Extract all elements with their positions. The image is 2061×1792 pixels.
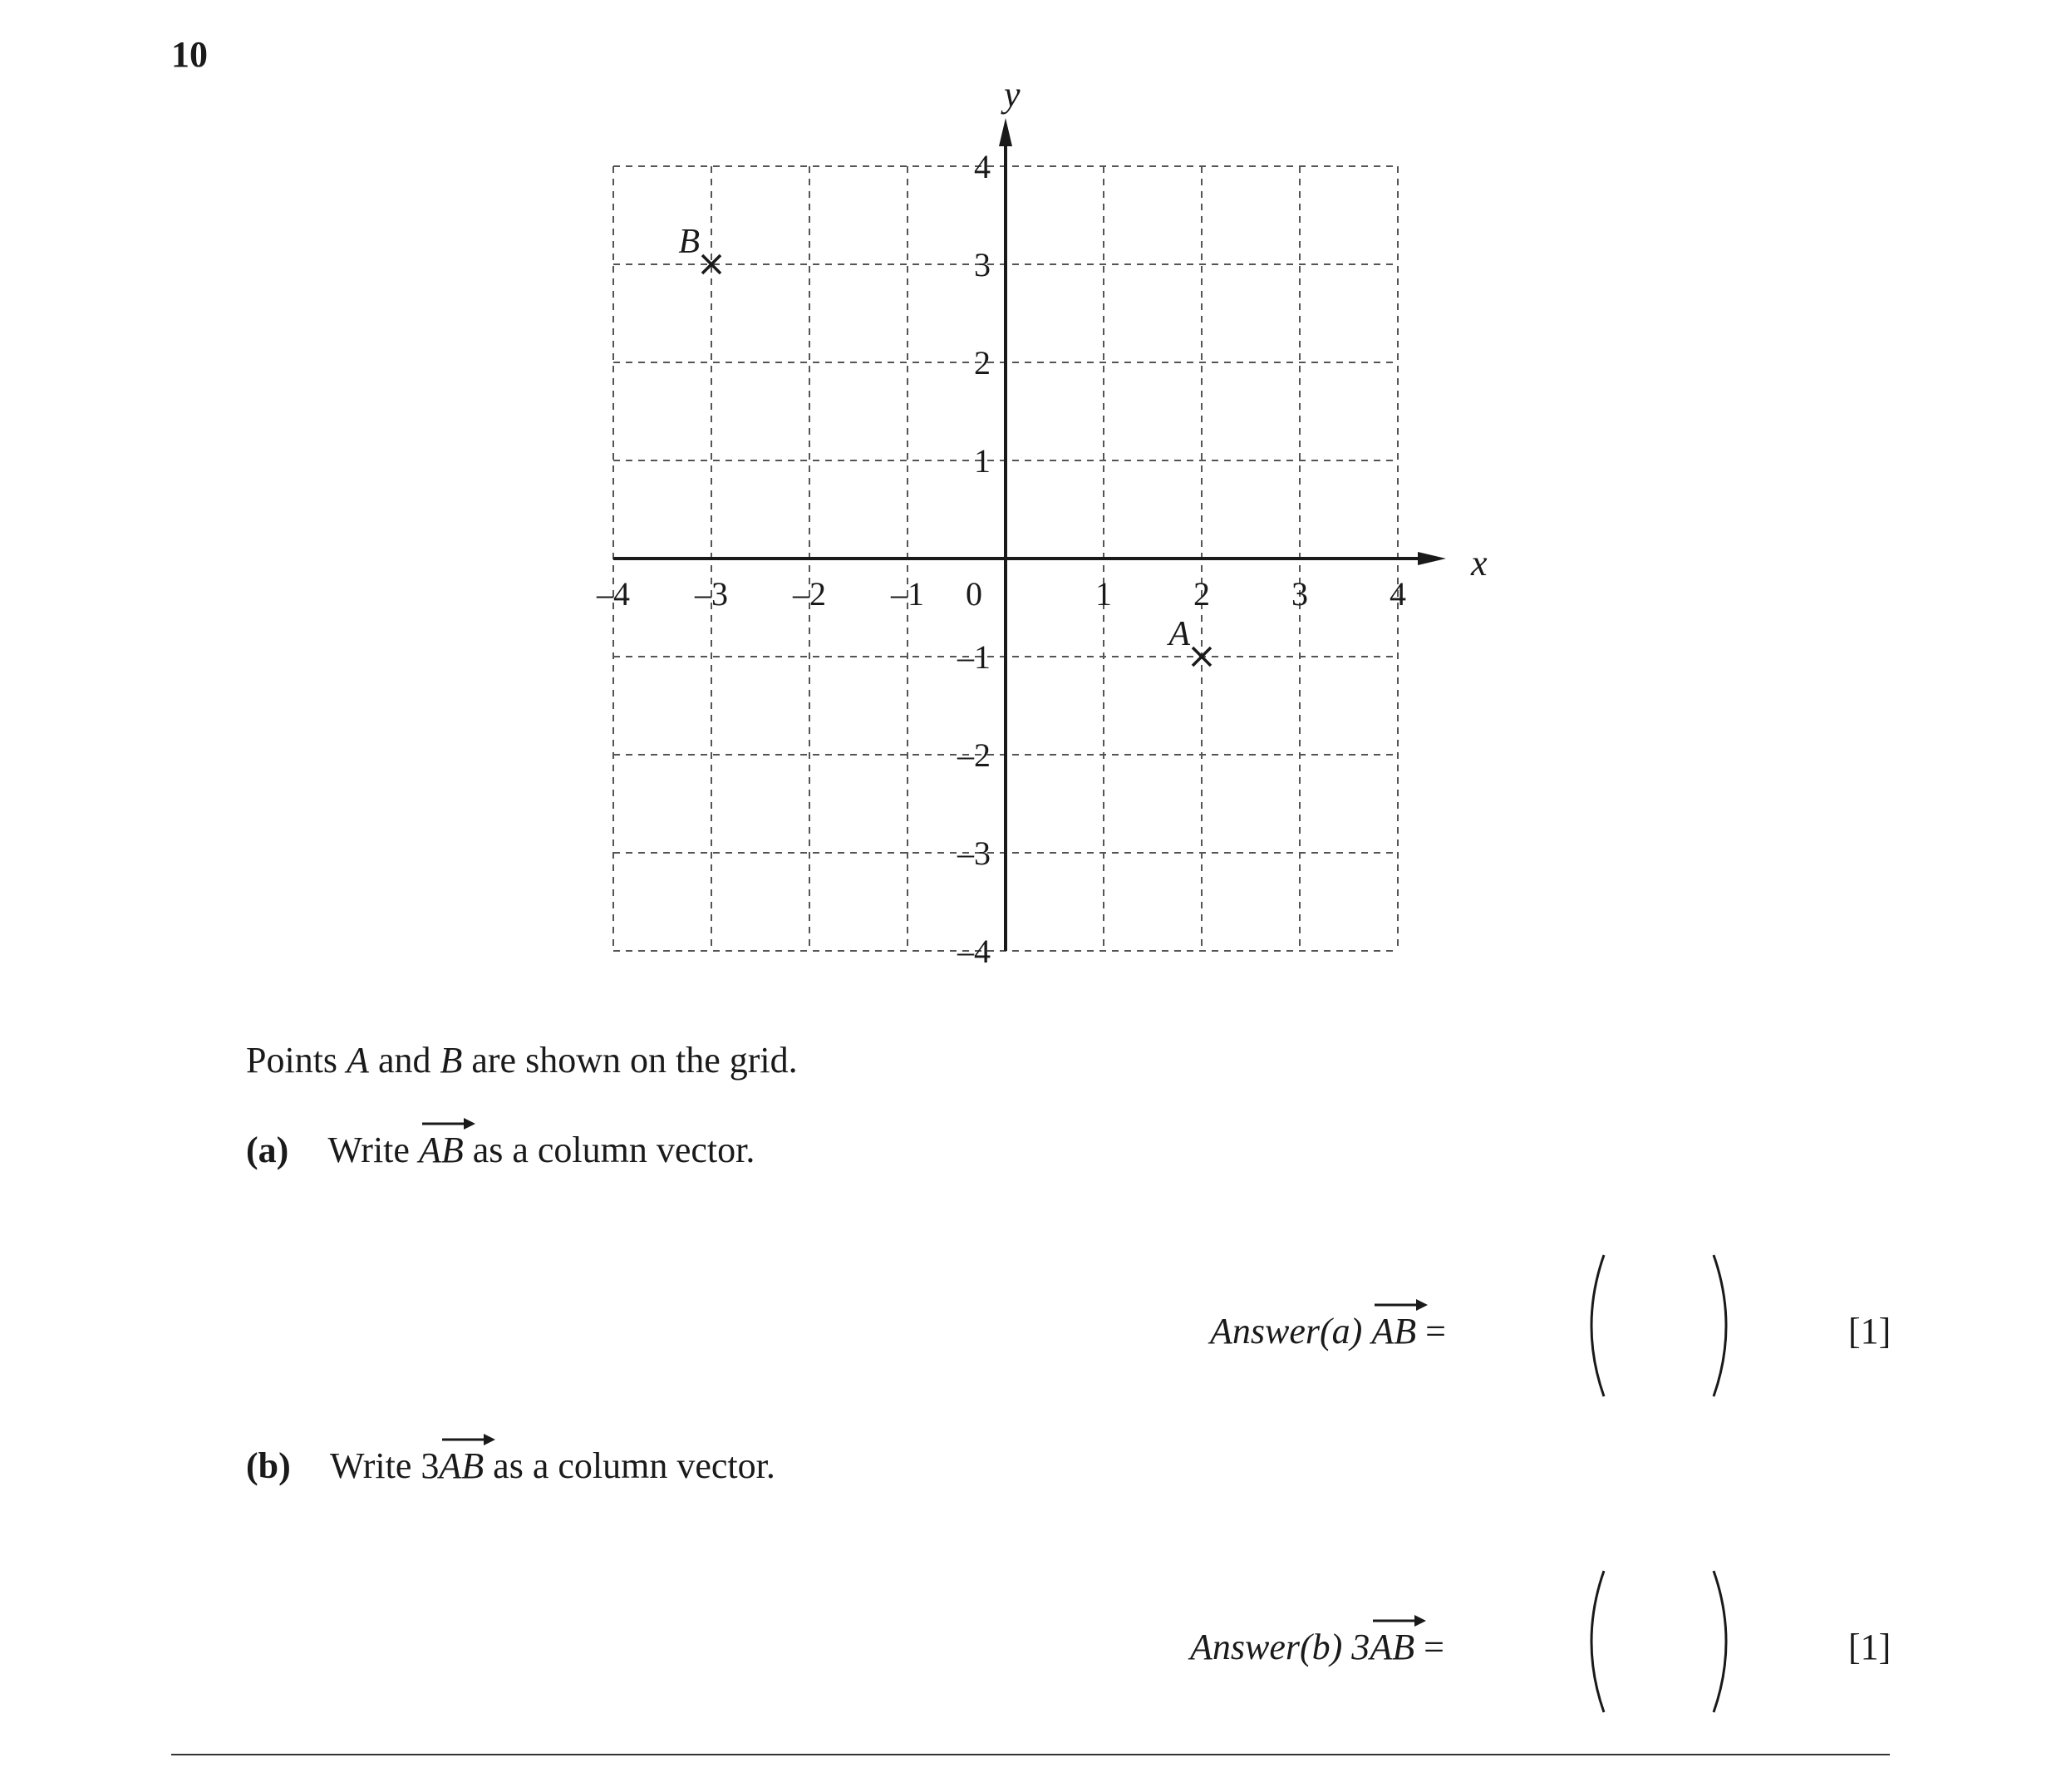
part-b-label: (b) [246, 1445, 291, 1486]
y-tick-label: –1 [957, 638, 991, 676]
x-tick-label: 3 [1291, 575, 1308, 613]
intro-pre: Points [246, 1040, 347, 1081]
vector-arrow-icon [440, 1431, 495, 1448]
part-b-rest: as a column vector. [493, 1445, 775, 1486]
x-tick-label: –1 [891, 575, 924, 613]
vector-arrow-icon [1371, 1612, 1426, 1629]
y-tick-label: 4 [974, 148, 991, 185]
y-tick-label: –3 [957, 834, 991, 872]
part-b-answer-box[interactable] [1579, 1563, 1745, 1721]
y-tick-label: 2 [974, 344, 991, 382]
x-axis-arrow-icon [1418, 552, 1446, 565]
y-tick-label: 1 [974, 442, 991, 480]
intro-post: are shown on the grid. [462, 1040, 798, 1081]
part-a-rest: as a column vector. [472, 1130, 755, 1170]
vector-arrow-icon [421, 1115, 475, 1132]
right-parenthesis-icon [1714, 1571, 1726, 1712]
x-tick-label: –2 [793, 575, 826, 613]
part-b-vector [439, 1445, 485, 1486]
x-tick-label: 2 [1193, 575, 1210, 613]
intro-sentence [246, 1042, 798, 1079]
x-tick-label: –4 [597, 575, 630, 613]
left-parenthesis-icon [1591, 1255, 1604, 1396]
y-tick-label: 3 [974, 246, 991, 283]
part-a-answer-label: Answer(a) [1210, 1311, 1363, 1351]
part-b-vector-text: AB [439, 1445, 485, 1486]
part-a-question [246, 1132, 755, 1169]
part-b-answer-vector-text: AB [1370, 1627, 1415, 1667]
part-b-answer-vector [1370, 1629, 1414, 1666]
x-tick-label: 4 [1390, 575, 1406, 613]
part-a-equals: = [1425, 1311, 1446, 1351]
page-divider [171, 1754, 1890, 1755]
intro-mid: and [368, 1040, 440, 1081]
y-axis-arrow-icon [999, 118, 1012, 146]
part-b-answer-line [1190, 1629, 1444, 1666]
intro-point-b: B [440, 1040, 463, 1081]
part-b-write: Write 3 [330, 1445, 440, 1486]
point-label: A [1168, 615, 1190, 653]
part-a-answer-line [1210, 1313, 1446, 1350]
part-a-marks: [1] [1848, 1311, 1891, 1351]
y-axis-label: y [1004, 74, 1021, 115]
part-b-answer-label: Answer(b) 3 [1190, 1627, 1370, 1667]
plotted-points [678, 223, 1211, 666]
y-tick-label: –2 [957, 736, 991, 774]
part-a-answer-vector [1371, 1313, 1416, 1350]
origin-label: 0 [966, 575, 982, 613]
axes [613, 118, 1446, 951]
part-a-answer-box[interactable] [1579, 1247, 1745, 1405]
question-number: 10 [171, 34, 208, 75]
vector-arrow-icon [1373, 1297, 1428, 1313]
part-a-vector [419, 1132, 464, 1169]
part-a-label: (a) [246, 1130, 289, 1170]
part-b-question [246, 1445, 775, 1486]
part-a-answer-vector-text: AB [1371, 1311, 1417, 1351]
part-b-marks: [1] [1848, 1627, 1891, 1667]
part-a-write: Write [327, 1130, 410, 1170]
point-label: B [678, 223, 700, 261]
part-a-vector-text: AB [418, 1130, 464, 1170]
x-tick-label: 1 [1095, 575, 1112, 613]
right-parenthesis-icon [1714, 1255, 1726, 1396]
part-b-equals: = [1424, 1627, 1444, 1667]
intro-point-a: A [347, 1040, 369, 1081]
left-parenthesis-icon [1591, 1571, 1604, 1712]
x-axis-label: x [1471, 543, 1488, 583]
x-tick-label: –3 [695, 575, 728, 613]
y-tick-label: –4 [957, 933, 991, 970]
